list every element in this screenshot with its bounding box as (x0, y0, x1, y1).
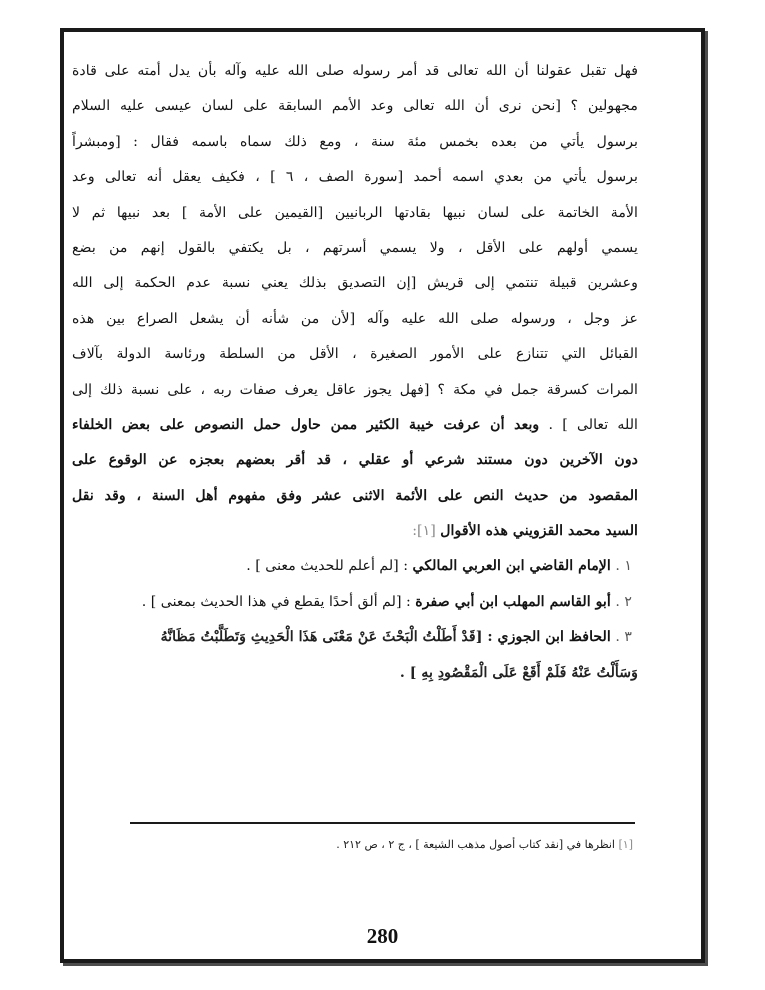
footnote-number: [١] (618, 838, 633, 851)
quote-text: : [لم ألق أحدًا يقطع في هذا الحديث بمعنى ] . (141, 593, 416, 610)
text-line-bold: دون الآخرين دون مستند شرعي أو عقلي ، قد أقر بعضهم بعجزه عن الوقوع على (72, 452, 638, 469)
list-marker: ٢ . (615, 593, 632, 610)
quote-text: : [لم أعلم للحديث معنى ] . (246, 558, 413, 575)
text-line: وعشرين قبيلة تنتمي إلى قريش [إن التصديق بذلك يعني نسبة عدم الحكمة إلى الله (72, 275, 638, 292)
text-line: الأمة الخاتمة على لسان نبيها بقادتها الربانيين [القيمين على الأمة ] بعد نبيها ثم لا (72, 204, 638, 221)
quote-author: الإمام القاضي ابن العربي المالكي (412, 558, 611, 575)
quote-text: : [قَدْ أَطَلْتُ الْبَحْثَ عَنْ مَعْنَى هَذَا الْحَدِيثِ وَتَطَلَّبْتُ مَظَانَّهُ (160, 629, 498, 646)
text-line: عز وجل ، ورسوله صلى الله عليه وآله [لأن من شأنه أن يشعل الصراع بين هذه (72, 310, 638, 327)
quote-text: وَسَأَلْتُ عَنْهُ فَلَمْ أَقَعْ عَلَى الْمَقْصُودِ بِهِ ] . (399, 664, 638, 681)
list-marker: ١ . (615, 558, 632, 575)
footnote-divider (130, 822, 635, 824)
bold-segment: وبعد أن عرفت خيبة الكثير ممن حاول حمل النصوص على بعض الخلفاء (72, 416, 540, 433)
text-line-last (72, 514, 638, 549)
text-line: مجهولين ؟ [نحن نرى أن الله تعالى وعد الأمم السابقة على لسان عيسى عليه السلام (72, 98, 638, 115)
text-line: فهل تقبل عقولنا أن الله تعالى قد أمر رسوله صلى الله عليه وآله بأن يدل أمته على قادة (72, 63, 638, 79)
text-line: القبائل التي تتنازع على الأمور الصغيرة ، الأقل من السلطة ورئاسة الدولة بآلاف (72, 346, 638, 363)
main-text (72, 54, 638, 691)
quote-continuation (72, 656, 638, 691)
text-line: برسول يأتي من بعدي اسمه أحمد [سورة الصف ، ٦ ] ، فكيف يعقل أنه تعالى وعد (72, 169, 638, 186)
quote-item (72, 549, 638, 584)
quote-item (72, 585, 638, 620)
text-line-bold: المقصود من حديث النص على الأئمة الاثنى عشر وفق مفهوم أهل السنة ، وقد نقل (72, 487, 638, 504)
list-marker: ٣ . (615, 629, 632, 646)
text-line-mixed (72, 408, 638, 443)
page-number: 280 (366, 924, 399, 948)
footnote-reference[interactable]: [١]: (412, 523, 441, 540)
bold-segment: السيد محمد القزويني هذه الأقوال (440, 523, 638, 540)
quote-item (72, 620, 638, 655)
text-line: يسمي أولهم على الأقل ، ولا يسمي أسرتهم ، بل يكتفي بالقول إنهم من بضع (72, 239, 638, 256)
footnote-text: انظرها في [نقد كتاب أصول مذهب الشيعة ] ، ج ٢ ، ص ٢١٢ . (336, 838, 615, 851)
text-line: برسول يأتي من بعده بخمس مئة سنة ، ومع ذلك سماه باسمه فقال : [ومبشراً (72, 133, 638, 150)
text-line: المرات كسرقة جمل في مكة ؟ [فهل يجوز عاقل يعرف صفات ربه ، على نسبة ذلك إلى (72, 381, 638, 398)
quote-author: أبو القاسم المهلب ابن أبي صفرة (415, 593, 611, 610)
plain-segment: الله تعالى ] . (539, 416, 638, 433)
quote-author: الحافظ ابن الجوزي (497, 629, 611, 646)
footnote (336, 838, 633, 851)
